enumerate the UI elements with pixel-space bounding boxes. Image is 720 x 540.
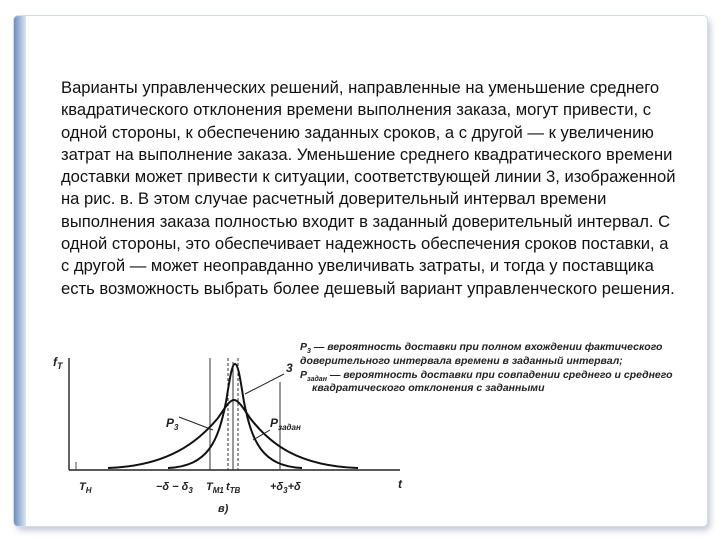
figure-legend: [300, 341, 673, 394]
curve-label-3: 3: [286, 361, 293, 375]
pointer-p3: [179, 417, 213, 430]
curve-narrow-3: [168, 364, 302, 468]
legend-line-2: доверительного интервала времени в заданный интервал;: [300, 355, 623, 367]
body-paragraph: Варианты управленческих решений, направленные на уменьшение среднего квадратического отклонения времени выполнения заказа, могут привести, с одной стороны, к обеспечению заданных сроков, а с другой — к увеличению затрат на выполнение заказа. Уменьшение среднего квадратического времени доставки может привести к ситуации, соответствующей линии 3, изображенной на рис. в. В этом случае расчетный доверительный интервал времени выполнения заказа полностью входит в заданный доверительный интервал. С одной стороны, это обеспечивает надежность обеспечения сроков поставки, а с другой — может неоправданно увеличивать затраты, и тогда у поставщика есть возможность выбрать более дешевый вариант управленческого решения.: [61, 78, 676, 298]
y-axis-label: $f_T$: [53, 355, 63, 371]
pointer-3: [245, 374, 284, 394]
distribution-figure: [48, 322, 698, 522]
label-pzadan: $P_{задан}$: [270, 416, 301, 432]
legend-line-1: $P_3$ — вероятность доставки при полном вхождении фактического: [300, 341, 663, 355]
tick-ttv: $t_{TB}$: [226, 481, 241, 495]
legend-line-4: квадратического отклонения с заданными: [312, 382, 545, 394]
slide-accent-bar: [14, 16, 26, 526]
figure-caption: в): [218, 503, 229, 515]
x-axis-label: t: [398, 477, 402, 491]
tick-plus: $+\delta_3+\delta$: [270, 481, 301, 495]
tick-tn: $T_H$: [79, 481, 92, 495]
tick-minus: $-\delta - \delta_3$: [156, 481, 193, 495]
label-p3: $P_3$: [166, 416, 179, 432]
tick-tm: $T_{M1}$: [206, 481, 224, 495]
legend-line-3: $P_{задан}$ — вероятность доставки при совпадении среднего и среднего: [300, 369, 673, 383]
